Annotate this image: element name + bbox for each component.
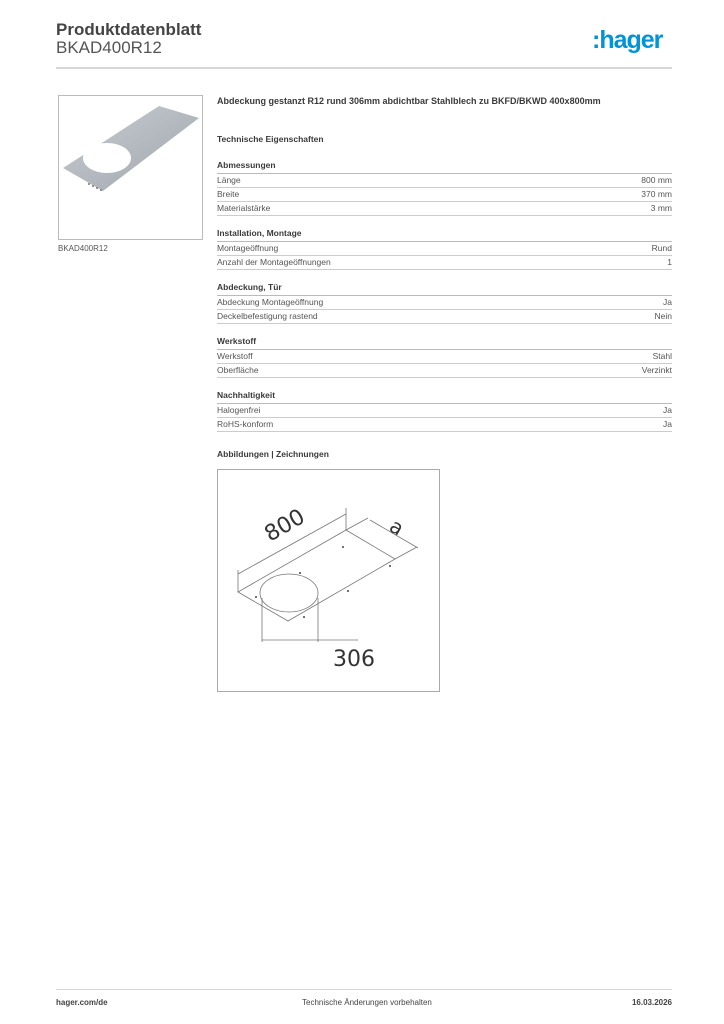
table-row: [217, 174, 672, 188]
row-label: Halogenfrei: [217, 405, 261, 415]
hager-logo: :hager: [592, 26, 663, 54]
hole-label: 306: [333, 647, 375, 672]
section: [217, 282, 672, 336]
page-title: Produktdatenblatt: [56, 20, 202, 39]
row-label: Anzahl der Montageöffnungen: [217, 257, 331, 267]
row-label: Abdeckung Montageöffnung: [217, 297, 324, 307]
divider: [56, 67, 672, 69]
width-label: a: [385, 513, 409, 541]
footer-note: Technische Änderungen vorbehalten: [302, 998, 432, 1007]
row-value: Verzinkt: [641, 365, 672, 375]
row-label: Deckelbefestigung rastend: [217, 311, 318, 321]
row-value: Ja: [663, 297, 672, 307]
row-label: Länge: [217, 175, 241, 185]
row-label: Materialstärke: [217, 203, 271, 213]
row-value: Ja: [663, 419, 672, 429]
table-row: [217, 256, 672, 270]
section-title: Werkstoff: [217, 336, 672, 350]
image-caption: BKAD400R12: [58, 244, 108, 253]
section: [217, 336, 672, 390]
row-label: Werkstoff: [217, 351, 253, 361]
length-label: 800: [260, 504, 310, 548]
row-label: Montageöffnung: [217, 243, 279, 253]
row-label: Oberfläche: [217, 365, 259, 375]
row-value: Ja: [663, 405, 672, 415]
table-row: [217, 418, 672, 432]
spec-table: [217, 96, 672, 444]
product-description: Abdeckung gestanzt R12 rund 306mm abdichtbar Stahlblech zu BKFD/BKWD 400x800mm: [217, 96, 601, 106]
section: [217, 228, 672, 282]
table-row: [217, 188, 672, 202]
row-value: Rund: [651, 243, 672, 253]
row-value: 800 mm: [641, 175, 672, 185]
table-row: [217, 350, 672, 364]
row-value: 1: [667, 257, 672, 267]
section-title: Abdeckung, Tür: [217, 282, 672, 296]
table-row: [217, 296, 672, 310]
table-row: [217, 364, 672, 378]
footer-divider: [56, 989, 672, 990]
row-label: RoHS-konform: [217, 419, 274, 429]
row-value: 3 mm: [650, 203, 672, 213]
footer-date: 16.03.2026: [631, 998, 672, 1007]
table-row: [217, 242, 672, 256]
table-row: [217, 404, 672, 418]
section: [217, 390, 672, 444]
dimension-drawing: [217, 469, 440, 692]
row-value: Nein: [654, 311, 672, 321]
row-label: Breite: [217, 189, 240, 199]
section-title: Abmessungen: [217, 160, 672, 174]
footer-website[interactable]: hager.com/de: [56, 998, 108, 1007]
figures-heading: Abbildungen | Zeichnungen: [217, 449, 329, 459]
row-value: Stahl: [652, 351, 672, 361]
product-code: BKAD400R12: [56, 38, 162, 57]
product-image: [58, 95, 203, 240]
table-row: [217, 310, 672, 324]
row-value: 370 mm: [641, 189, 672, 199]
section-title: Installation, Montage: [217, 228, 672, 242]
tech-heading: Technische Eigenschaften: [217, 134, 324, 144]
section-title: Nachhaltigkeit: [217, 390, 672, 404]
section: [217, 160, 672, 228]
table-row: [217, 202, 672, 216]
